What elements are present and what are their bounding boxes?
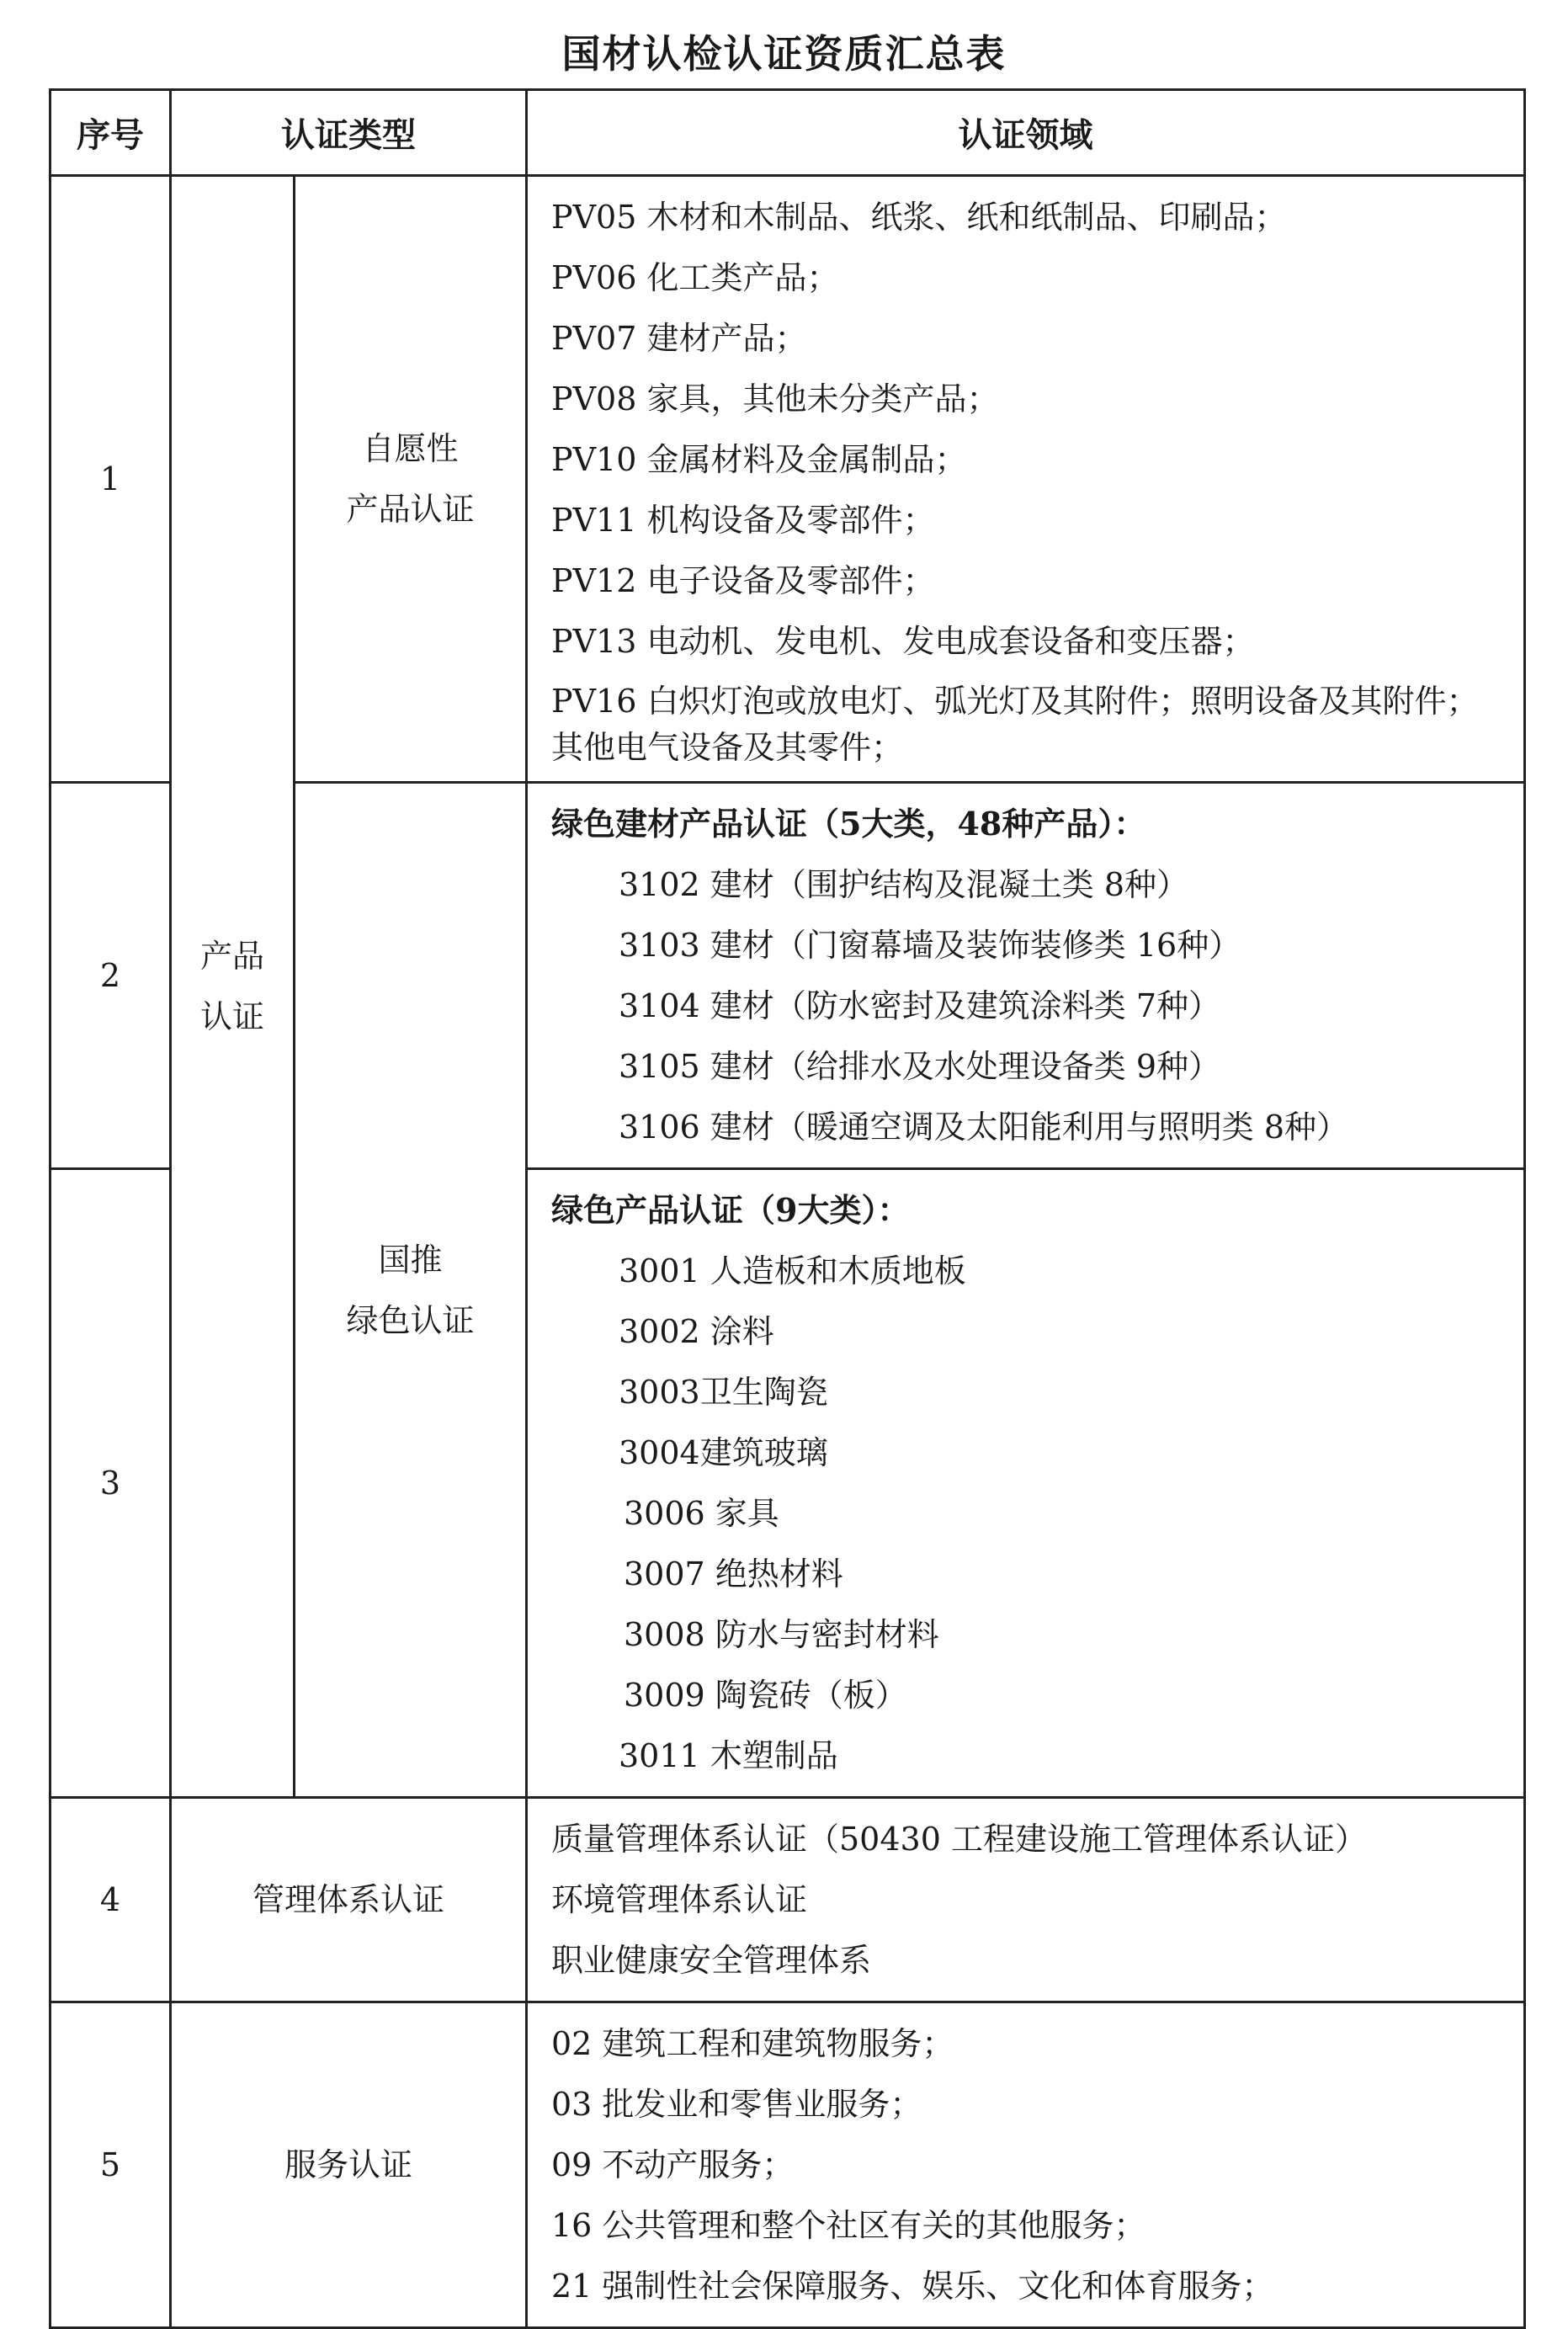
list-item: 3002 涂料	[619, 1313, 774, 1350]
list-item: 3007 绝热材料	[624, 1555, 843, 1593]
row-4-domain	[527, 1798, 1525, 2002]
header-row	[50, 90, 1525, 176]
row-4-type: 管理体系认证	[171, 1798, 527, 2002]
table-row-5	[50, 2002, 1525, 2328]
certification-table	[49, 88, 1526, 2329]
page-title: 国材认检认证资质汇总表	[561, 31, 1007, 77]
list-item: 21 强制性社会保障服务、娱乐、文化和体育服务；	[551, 2268, 1274, 2305]
list-item: PV10 金属材料及金属制品；	[551, 441, 967, 478]
list-item: 3106 建材（暖通空调及太阳能利用与照明类 8种）	[619, 1109, 1349, 1146]
row-1-subtype	[295, 176, 527, 783]
list-item: 职业健康安全管理体系	[551, 1942, 872, 1979]
list-item: 3003卫生陶瓷	[619, 1374, 828, 1411]
row-3-domain	[527, 1169, 1525, 1798]
header-type: 认证类型	[171, 90, 527, 176]
list-item: PV13 电动机、发电机、发电成套设备和变压器；	[551, 623, 1255, 660]
row-5-seq: 5	[50, 2002, 171, 2328]
list-item: 3103 建材（门窗幕墙及装饰装修类 16种）	[619, 927, 1241, 964]
list-item: 02 建筑工程和建筑物服务；	[551, 2025, 954, 2062]
list-item: 3001 人造板和木质地板	[619, 1252, 966, 1289]
row-5-type: 服务认证	[171, 2002, 527, 2328]
green-group-label-2: 绿色认证	[346, 1301, 475, 1339]
row-1-domain	[527, 176, 1525, 783]
header-domain: 认证领域	[527, 90, 1525, 176]
row-2-seq: 2	[50, 783, 171, 1169]
header-seq: 序号	[50, 90, 171, 176]
list-item: 09 不动产服务；	[551, 2146, 795, 2183]
list-item: 3004建筑玻璃	[619, 1434, 828, 1471]
list-item: 3011 木塑制品	[619, 1737, 838, 1774]
section-heading: 绿色产品认证（9大类）：	[551, 1191, 910, 1229]
row-1-subtype-line-2: 产品认证	[346, 491, 475, 528]
list-item: PV05 木材和木制品、纸浆、纸和纸制品、印刷品；	[551, 199, 1287, 236]
list-item: PV16 白炽灯泡或放电灯、弧光灯及其附件；照明设备及其附件；其他电气设备及其零件；	[551, 683, 1479, 766]
row-4-seq: 4	[50, 1798, 171, 2002]
product-group-cell	[171, 176, 295, 1798]
list-item: PV06 化工类产品；	[551, 259, 839, 296]
row-1-subtype-line-1: 自愿性	[362, 430, 459, 467]
list-item: 03 批发业和零售业服务；	[551, 2086, 922, 2123]
list-item: PV12 电子设备及零部件；	[551, 562, 935, 599]
table-row-4	[50, 1798, 1525, 2002]
row-3-seq: 3	[50, 1169, 171, 1798]
list-item: PV11 机构设备及零部件；	[551, 502, 935, 539]
list-item: 3102 建材（围护结构及混凝土类 8种）	[619, 866, 1189, 903]
list-item: 3009 陶瓷砖（板）	[624, 1677, 907, 1714]
list-item: 3105 建材（给排水及水处理设备类 9种）	[619, 1048, 1221, 1085]
product-group-label-2: 认证	[199, 998, 264, 1035]
list-item: 3006 家具	[624, 1495, 779, 1532]
row-2-domain	[527, 783, 1525, 1169]
green-group-label-1: 国推	[378, 1241, 443, 1279]
product-group-label-1: 产品	[199, 938, 264, 975]
list-item: PV08 家具，其他未分类产品；	[551, 380, 999, 417]
row-5-domain	[527, 2002, 1525, 2328]
list-item: 质量管理体系认证（50430 工程建设施工管理体系认证）	[551, 1821, 1367, 1858]
list-item: 3008 防水与密封材料	[624, 1616, 939, 1653]
list-item: PV07 建材产品；	[551, 320, 807, 357]
row-1-seq: 1	[50, 176, 171, 783]
list-item: 16 公共管理和整个社区有关的其他服务；	[551, 2207, 1146, 2244]
green-group-cell	[295, 783, 527, 1798]
list-item: 3104 建材（防水密封及建筑涂料类 7种）	[619, 987, 1221, 1024]
list-item: 环境管理体系认证	[551, 1881, 808, 1918]
table-row-1	[50, 176, 1525, 783]
section-heading: 绿色建材产品认证（5大类，48种产品）：	[551, 805, 1146, 843]
